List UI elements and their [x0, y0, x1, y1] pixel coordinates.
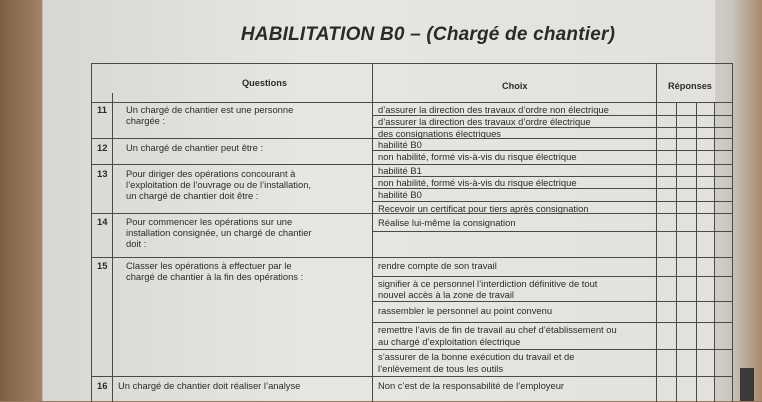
question-text: Un chargé de chantier doit réaliser l’analyse — [118, 380, 301, 391]
choice-item: s’assurer de la bonne exécution du travail et de — [378, 351, 575, 362]
question-text: Pour diriger des opérations concourant à — [126, 168, 296, 179]
choice-item: signifier à ce personnel l’interdiction définitive de tout — [378, 278, 598, 289]
header-reponses: Réponses — [668, 81, 712, 91]
dark-object — [740, 368, 754, 401]
question-text: Pour commencer les opérations sur une — [126, 216, 293, 227]
choice-item: habilité B0 — [378, 139, 422, 150]
choice-item: Réalise lui-même la consignation — [378, 217, 516, 228]
choice-item: Non c’est de la responsabilité de l’employeur — [378, 380, 565, 391]
header-divider — [92, 102, 732, 103]
col-line-answer-a — [676, 103, 677, 402]
row-divider — [92, 257, 732, 258]
choice-item: habilité B1 — [378, 165, 422, 176]
choice-item: d’assurer la direction des travaux d’ordre non électrique — [378, 104, 609, 115]
question-text: un chargé de chantier doit être : — [126, 190, 259, 201]
choice-item: d’assurer la direction des travaux d’ordre électrique — [378, 116, 591, 127]
header-questions: Questions — [242, 78, 287, 88]
document-title: HABILITATION B0 – (Chargé de chantier) — [240, 24, 616, 45]
question-number-12: 12 — [97, 142, 108, 153]
choice-divider — [372, 201, 732, 202]
row-divider — [92, 376, 732, 377]
choice-item: rendre compte de son travail — [378, 260, 497, 271]
question-number-14: 14 — [97, 216, 108, 227]
question-text: Un chargé de chantier peut être : — [126, 142, 264, 153]
choice-item: nouvel accès à la zone de travail — [378, 289, 515, 300]
question-text: Classer les opérations à effectuer par le — [126, 260, 292, 271]
choice-divider — [372, 349, 732, 350]
question-text: doit : — [126, 238, 147, 249]
question-text: Un chargé de chantier est une personne — [126, 104, 294, 115]
choice-item: non habilité, formé vis-à-vis du risque électrique — [378, 151, 577, 162]
header-choix: Choix — [502, 81, 528, 91]
question-number-16: 16 — [97, 380, 108, 391]
choice-item: non habilité, formé vis-à-vis du risque électrique — [378, 177, 577, 188]
question-text: installation consignée, un chargé de chantier — [126, 227, 312, 238]
choice-divider — [372, 231, 732, 232]
choice-item: Recevoir un certificat pour tiers après consignation — [378, 203, 589, 214]
choice-item: remettre l’avis de fin de travail au chef d’établissement ou — [378, 324, 617, 335]
quiz-table — [91, 63, 733, 402]
question-number-13: 13 — [97, 168, 108, 179]
choice-item: au chargé d’exploitation électrique — [378, 336, 521, 347]
question-text: chargé de chantier à la fin des opérations : — [126, 271, 304, 282]
col-line-answer-b — [696, 103, 697, 402]
col-line-num — [112, 93, 113, 402]
choice-item: rassembler le personnel au point convenu — [378, 305, 553, 316]
choice-divider — [372, 276, 732, 277]
question-number-15: 15 — [97, 260, 108, 271]
choice-divider — [372, 322, 732, 323]
paper-sheet — [42, 0, 715, 401]
question-number-11: 11 — [97, 104, 107, 115]
choice-divider — [372, 301, 732, 302]
question-text: chargée : — [126, 115, 166, 126]
choice-item: l’enlèvement de tous les outils — [378, 363, 504, 374]
col-line-answer-c — [714, 103, 715, 402]
question-text: l’exploitation de l’ouvrage ou de l’installation, — [126, 179, 312, 190]
choice-item: habilité B0 — [378, 189, 422, 200]
choice-item: des consignations électriques — [378, 128, 501, 139]
